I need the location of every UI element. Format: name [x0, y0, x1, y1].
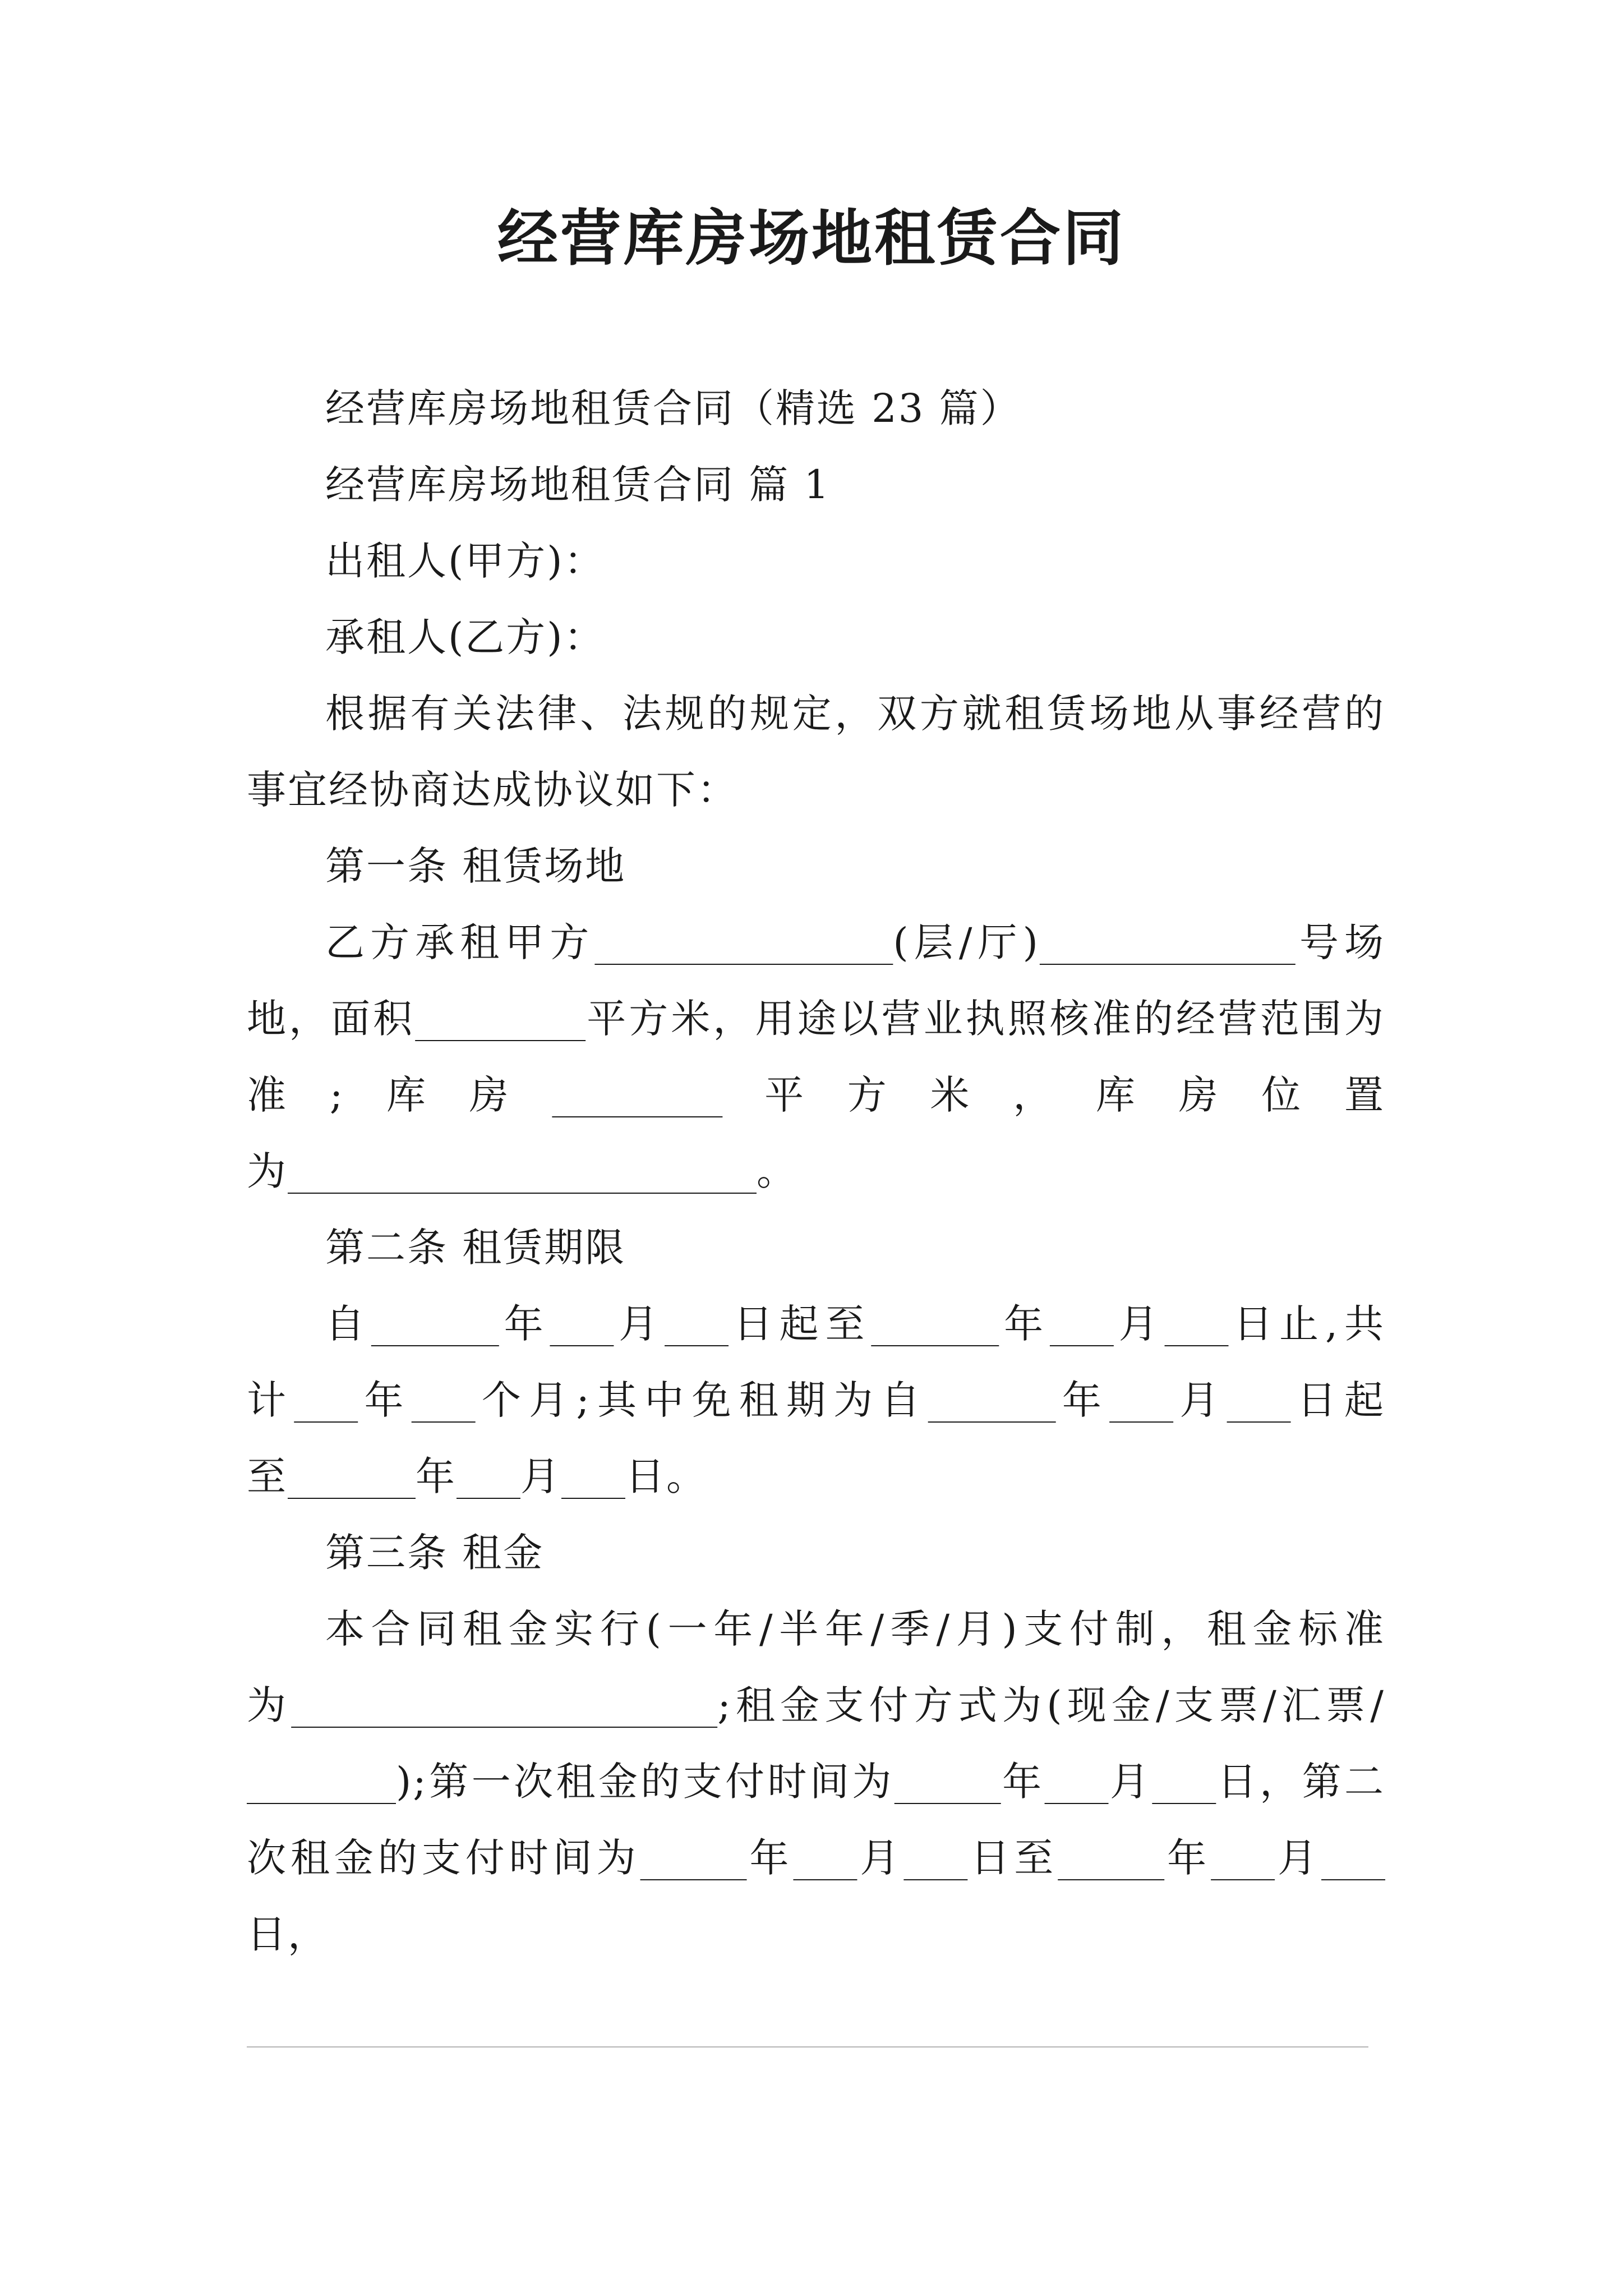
document-subtitle: 经营库房场地租赁合同（精选 23 篇）: [325, 385, 1021, 431]
blank-field: [928, 1377, 1056, 1423]
blank-field: [1045, 1759, 1109, 1805]
text-run: );第一次租金的支付时间为: [396, 1759, 895, 1805]
text-run: 月: [857, 1835, 904, 1881]
text-run: 本合同租金实行(一年/半年/季/月)支付制，租金标准为: [247, 1606, 1385, 1728]
text-run: 平方米，库房位置为: [247, 1072, 1385, 1194]
article3-heading: 第三条 租金: [325, 1530, 545, 1576]
text-run: 乙方承租甲方: [325, 919, 595, 965]
party-b-line: 承租人(乙方)：: [325, 614, 605, 660]
text-run: 月: [1275, 1835, 1322, 1881]
section-heading: 经营库房场地租赁合同 篇 1: [325, 462, 831, 508]
blank-field: [665, 1301, 728, 1347]
text-run: 。: [757, 1148, 797, 1194]
blank-field: [550, 1301, 614, 1347]
blank-field: [903, 1835, 967, 1881]
blank-field: [457, 1453, 520, 1499]
blank-field: [1152, 1759, 1216, 1805]
blank-field: [793, 1835, 857, 1881]
blank-field: [1050, 1301, 1114, 1347]
text-run: 年: [1000, 1759, 1045, 1805]
text-run: 日至: [967, 1835, 1058, 1881]
document-body: [247, 370, 1385, 1972]
text-run: 号场地，面积: [247, 919, 1386, 1042]
text-run: 日止,共计: [247, 1301, 1386, 1423]
blank-field: [1165, 1301, 1229, 1347]
article2-paragraph: [247, 1286, 1385, 1515]
blank-field: [291, 1682, 717, 1728]
text-run: 年: [358, 1377, 412, 1423]
text-run: 日起至: [728, 1301, 872, 1347]
blank-field: [1227, 1377, 1291, 1423]
text-run: (层/厅): [893, 919, 1040, 965]
blank-field: [895, 1759, 1001, 1805]
text-run: 日，: [247, 1911, 329, 1957]
blank-field: [294, 1377, 358, 1423]
text-run: 年: [746, 1835, 794, 1881]
party-a-line: 出租人(甲方)：: [325, 538, 605, 584]
text-run: 年: [1055, 1377, 1110, 1423]
blank-field: [415, 996, 585, 1042]
blank-field: [1058, 1835, 1164, 1881]
text-run: 日。: [625, 1453, 707, 1499]
text-run: 月: [1113, 1301, 1165, 1347]
article2-heading: 第二条 租赁期限: [325, 1225, 626, 1271]
text-run: 自: [325, 1301, 371, 1347]
blank-field: [561, 1453, 625, 1499]
text-run: 月: [1173, 1377, 1227, 1423]
blank-field: [371, 1301, 499, 1347]
text-run: 平方米，用途以营业执照核准的经营范围为准;库房: [247, 996, 1386, 1118]
article1-heading: 第一条 租赁场地: [325, 843, 626, 889]
text-run: ;租金支付方式为(现金/支票/汇票/: [717, 1682, 1385, 1728]
text-run: 年: [1164, 1835, 1211, 1881]
blank-field: [552, 1072, 722, 1118]
text-run: 月: [520, 1453, 561, 1499]
article1-paragraph: [247, 904, 1385, 1209]
blank-field: [1321, 1835, 1385, 1881]
article3-paragraph: [247, 1591, 1385, 1972]
blank-field: [412, 1377, 476, 1423]
text-run: 年: [999, 1301, 1050, 1347]
blank-field: [247, 1759, 396, 1805]
blank-field: [288, 1453, 416, 1499]
preamble-paragraph: 根据有关法律、法规的规定，双方就租赁场地从事经营的事宜经协商达成协议如下：: [247, 691, 1385, 813]
blank-field: [1109, 1377, 1173, 1423]
text-run: 月: [1108, 1759, 1152, 1805]
blank-field: [594, 919, 893, 965]
text-run: 日起至: [247, 1377, 1386, 1499]
text-run: 年: [499, 1301, 550, 1347]
document-title: 经营库房场地租赁合同: [497, 203, 1126, 274]
text-run: 个月;其中免租期为自: [475, 1377, 928, 1423]
blank-field: [871, 1301, 999, 1347]
text-run: 月: [614, 1301, 665, 1347]
text-run: 年: [416, 1453, 457, 1499]
blank-field: [1211, 1835, 1275, 1881]
blank-field: [640, 1835, 747, 1881]
blank-field: [288, 1148, 757, 1194]
footer-divider: [247, 2046, 1368, 2047]
blank-field: [1040, 919, 1295, 965]
text-run: 日，第二次租金的支付时间为: [247, 1759, 1385, 1881]
